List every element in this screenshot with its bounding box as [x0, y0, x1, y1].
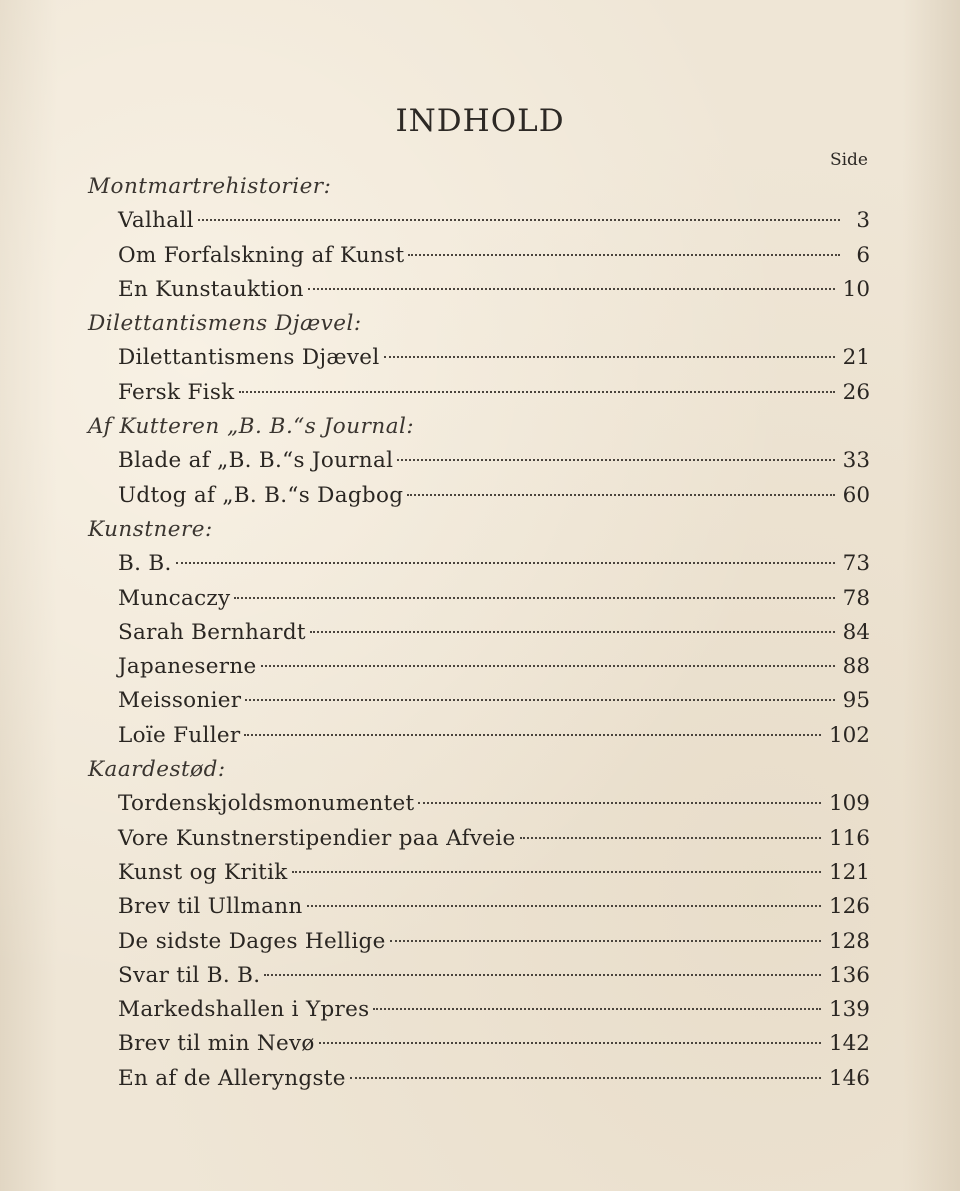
page-title: INDHOLD — [395, 103, 565, 139]
dot-leader — [408, 253, 840, 256]
entry-title: Svar til B. B. — [118, 962, 261, 988]
entry-title: Japaneserne — [118, 654, 257, 680]
dot-leader — [350, 1076, 821, 1079]
entry-title: Tordenskjoldsmonumentet — [118, 791, 415, 817]
entry-title: Brev til Ullmann — [118, 894, 303, 920]
entry-title: Dilettantismens Djævel — [118, 345, 380, 371]
entry-page-number: 109 — [828, 791, 870, 817]
toc-entry — [88, 239, 870, 273]
dot-leader — [407, 493, 834, 496]
dot-leader — [520, 836, 821, 839]
toc-entry — [88, 1027, 870, 1061]
toc-entry — [88, 204, 870, 238]
entry-page-number: 33 — [842, 448, 870, 474]
dot-leader — [308, 287, 835, 290]
entry-title: Sarah Bernhardt — [118, 619, 306, 645]
entry-page-number: 6 — [856, 242, 870, 268]
dot-leader — [245, 698, 834, 701]
section-heading: Kunstnere: — [88, 516, 213, 542]
dot-leader — [373, 1007, 820, 1010]
entry-page-number: 88 — [842, 654, 870, 680]
toc-entry — [88, 1062, 870, 1096]
toc-entry — [88, 341, 870, 375]
toc-entry — [88, 822, 870, 856]
entry-page-number: 10 — [842, 276, 870, 302]
dot-leader — [176, 561, 835, 564]
toc-entry — [88, 787, 870, 821]
entry-title: B. B. — [118, 551, 172, 577]
toc-entry — [88, 273, 870, 307]
dot-leader — [310, 630, 835, 633]
table-of-contents — [88, 170, 870, 1096]
entry-title: Loïe Fuller — [118, 722, 241, 748]
dot-leader — [319, 1041, 821, 1044]
dot-leader — [244, 733, 820, 736]
entry-title: Blade af „B. B.“s Journal — [118, 448, 394, 474]
dot-leader — [384, 355, 835, 358]
entry-title: Muncaczy — [118, 585, 231, 611]
toc-entry — [88, 925, 870, 959]
entry-page-number: 116 — [828, 825, 870, 851]
side-column-label: Side — [829, 150, 868, 170]
section-heading: Montmartrehistorier: — [88, 174, 332, 199]
entry-title: En af de Alleryngste — [118, 1065, 346, 1091]
entry-title: Vore Kunstnerstipendier paa Afveie — [118, 825, 516, 851]
toc-entry — [88, 993, 870, 1027]
dot-leader — [292, 870, 821, 873]
entry-page-number: 126 — [828, 894, 870, 920]
entry-page-number: 84 — [842, 619, 870, 645]
entry-page-number: 3 — [856, 208, 870, 234]
toc-entry — [88, 959, 870, 993]
entry-page-number: 73 — [842, 551, 870, 577]
dot-leader — [234, 596, 834, 599]
entry-title: Om Forfalskning af Kunst — [118, 242, 405, 268]
dot-leader — [418, 801, 820, 804]
dot-leader — [307, 904, 821, 907]
dot-leader — [397, 458, 834, 461]
toc-entry — [88, 890, 870, 924]
toc-entry — [88, 684, 870, 718]
section-heading: Af Kutteren „B. B.“s Journal: — [88, 414, 415, 440]
toc-entry — [88, 547, 870, 581]
entry-title: Fersk Fisk — [118, 379, 235, 405]
entry-page-number: 142 — [828, 1031, 870, 1057]
entry-page-number: 60 — [842, 482, 870, 508]
entry-page-number: 102 — [828, 722, 870, 748]
toc-entry — [88, 650, 870, 684]
entry-page-number: 128 — [828, 928, 870, 954]
toc-entry — [88, 582, 870, 616]
toc-entry — [88, 616, 870, 650]
entry-page-number: 146 — [828, 1065, 870, 1091]
entry-title: Markedshallen i Ypres — [118, 997, 370, 1023]
entry-title: Udtog af „B. B.“s Dagbog — [118, 482, 404, 508]
entry-title: Brev til min Nevø — [118, 1031, 315, 1057]
entry-page-number: 136 — [828, 962, 870, 988]
dot-leader — [264, 973, 821, 976]
entry-page-number: 78 — [842, 585, 870, 611]
entry-page-number: 95 — [842, 688, 870, 714]
toc-entry — [88, 376, 870, 410]
toc-entry — [88, 479, 870, 513]
entry-page-number: 21 — [842, 345, 870, 371]
entry-page-number: 139 — [828, 997, 870, 1023]
entry-title: Kunst og Kritik — [118, 859, 288, 885]
entry-page-number: 26 — [842, 379, 870, 405]
entry-title: De sidste Dages Hellige — [118, 928, 386, 954]
dot-leader — [239, 390, 835, 393]
toc-entry — [88, 444, 870, 478]
section-heading: Kaardestød: — [88, 757, 226, 783]
entry-title: En Kunstauktion — [118, 276, 304, 302]
entry-page-number: 121 — [828, 859, 870, 885]
entry-title: Valhall — [118, 208, 194, 234]
toc-entry — [88, 719, 870, 753]
dot-leader — [261, 664, 835, 667]
section-heading: Dilettantismens Djævel: — [88, 311, 362, 337]
dot-leader — [198, 218, 840, 221]
entry-title: Meissonier — [118, 688, 242, 714]
dot-leader — [390, 939, 821, 942]
toc-entry — [88, 856, 870, 890]
